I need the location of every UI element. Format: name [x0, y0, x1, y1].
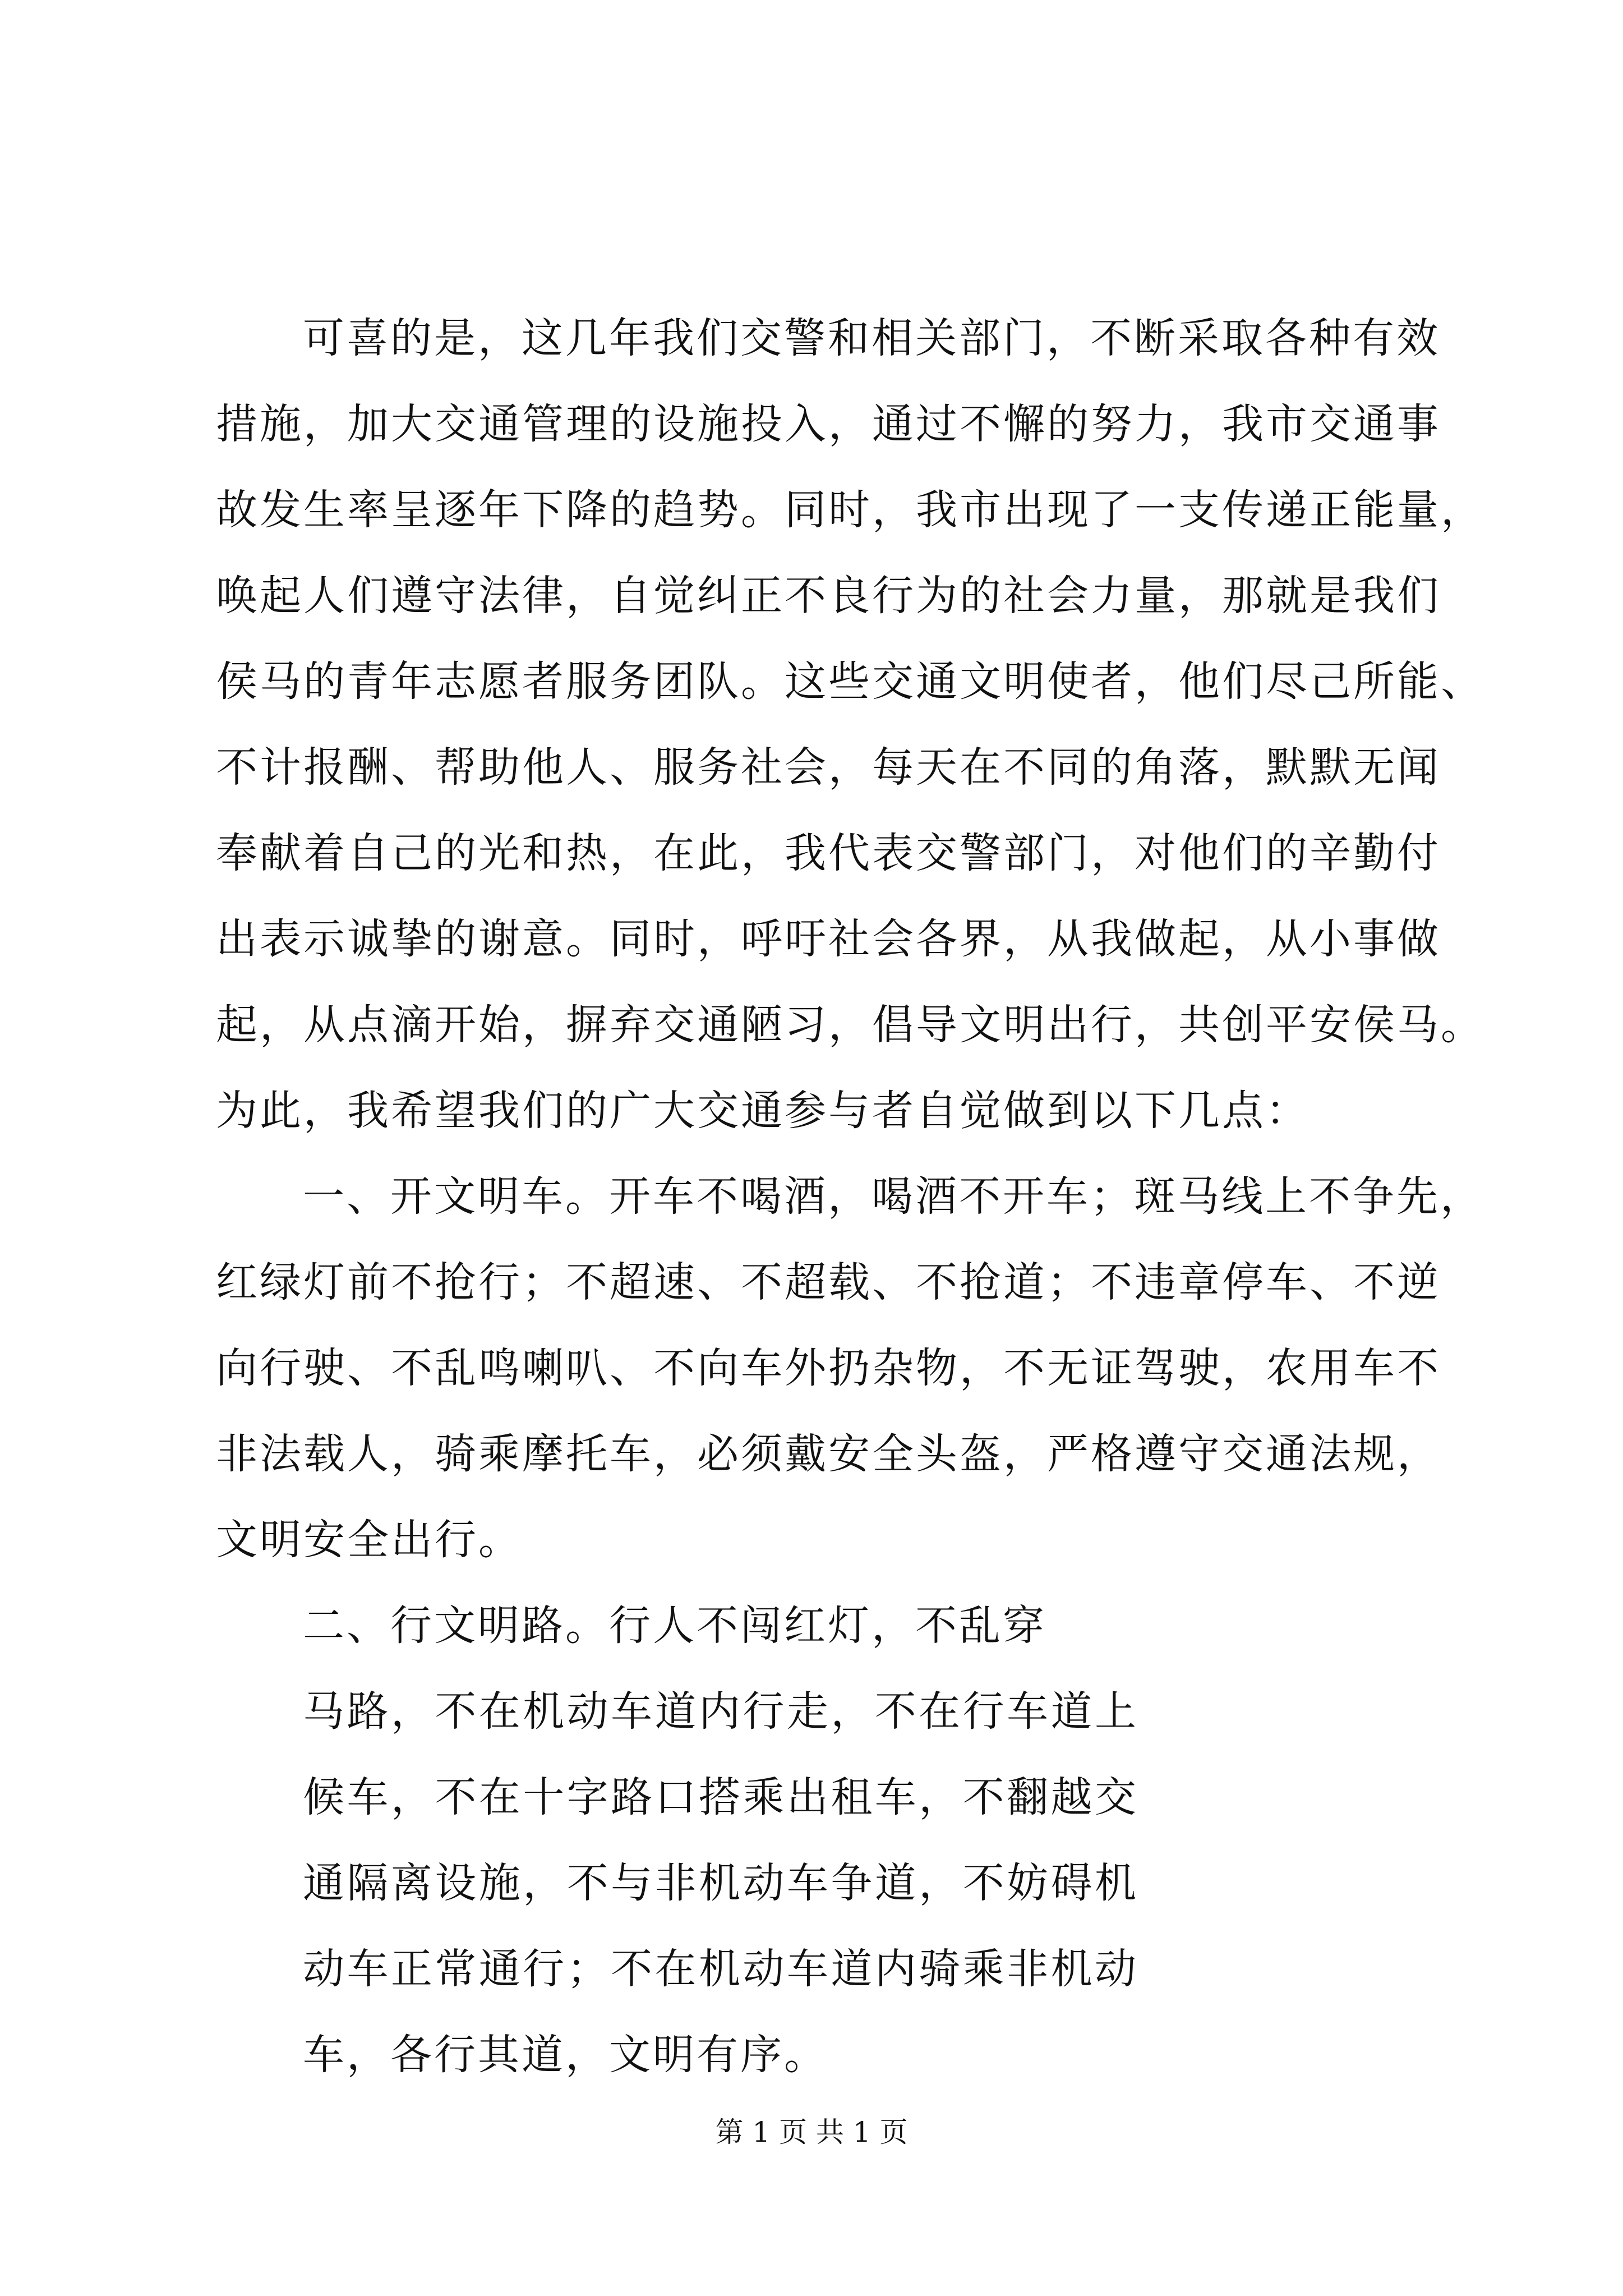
paragraph-3-line-3: 候车，不在十字路口搭乘出租车，不翻越交	[303, 1773, 1138, 1821]
paragraph-2-line-2: 红绿灯前不抢行；不超速、不超载、不抢道；不违章停车、不逆	[216, 1258, 1441, 1306]
paragraph-1-line-8: 出表示诚挚的谢意。同时，呼吁社会各界，从我做起，从小事做	[216, 915, 1441, 963]
paragraph-3-line-6: 车，各行其道，文明有序。	[303, 2031, 828, 2079]
paragraph-1-line-4: 唤起人们遵守法律，自觉纠正不良行为的社会力量，那就是我们	[216, 572, 1441, 620]
paragraph-1-line-3: 故发生率呈逐年下降的趋势。同时，我市出现了一支传递正能量，	[216, 486, 1484, 534]
paragraph-2-line-3: 向行驶、不乱鸣喇叭、不向车外扔杂物，不无证驾驶，农用车不	[216, 1344, 1441, 1392]
paragraph-3-line-5: 动车正常通行；不在机动车道内骑乘非机动	[303, 1945, 1138, 1993]
paragraph-1-line-5: 侯马的青年志愿者服务团队。这些交通文明使者，他们尽己所能、	[216, 657, 1484, 706]
paragraph-2-line-1: 一、开文明车。开车不喝酒，喝酒不开车；斑马线上不争先，	[303, 1172, 1484, 1221]
paragraph-1-line-7: 奉献着自己的光和热，在此，我代表交警部门，对他们的辛勤付	[216, 829, 1441, 877]
paragraph-1-line-2: 措施，加大交通管理的设施投入，通过不懈的努力，我市交通事	[216, 400, 1441, 448]
paragraph-1-line-1: 可喜的是，这几年我们交警和相关部门，不断采取各种有效	[303, 314, 1440, 362]
paragraph-3-line-2: 马路，不在机动车道内行走，不在行车道上	[303, 1687, 1138, 1736]
paragraph-1-line-9: 起，从点滴开始，摒弃交通陋习，倡导文明出行，共创平安侯马。	[216, 1001, 1484, 1049]
paragraph-3-line-4: 通隔离设施，不与非机动车争道，不妨碍机	[303, 1859, 1138, 1907]
paragraph-2-line-5: 文明安全出行。	[216, 1516, 522, 1564]
paragraph-1-line-6: 不计报酬、帮助他人、服务社会，每天在不同的角落，默默无闻	[216, 743, 1441, 792]
page-footer: 第 1 页 共 1 页	[715, 2116, 908, 2148]
paragraph-3-line-1: 二、行文明路。行人不闯红灯，不乱穿	[303, 1602, 1046, 1650]
paragraph-2-line-4: 非法载人，骑乘摩托车，必须戴安全头盔，严格遵守交通法规，	[216, 1430, 1441, 1478]
paragraph-1-line-10: 为此，我希望我们的广大交通参与者自觉做到以下几点：	[216, 1087, 1310, 1135]
